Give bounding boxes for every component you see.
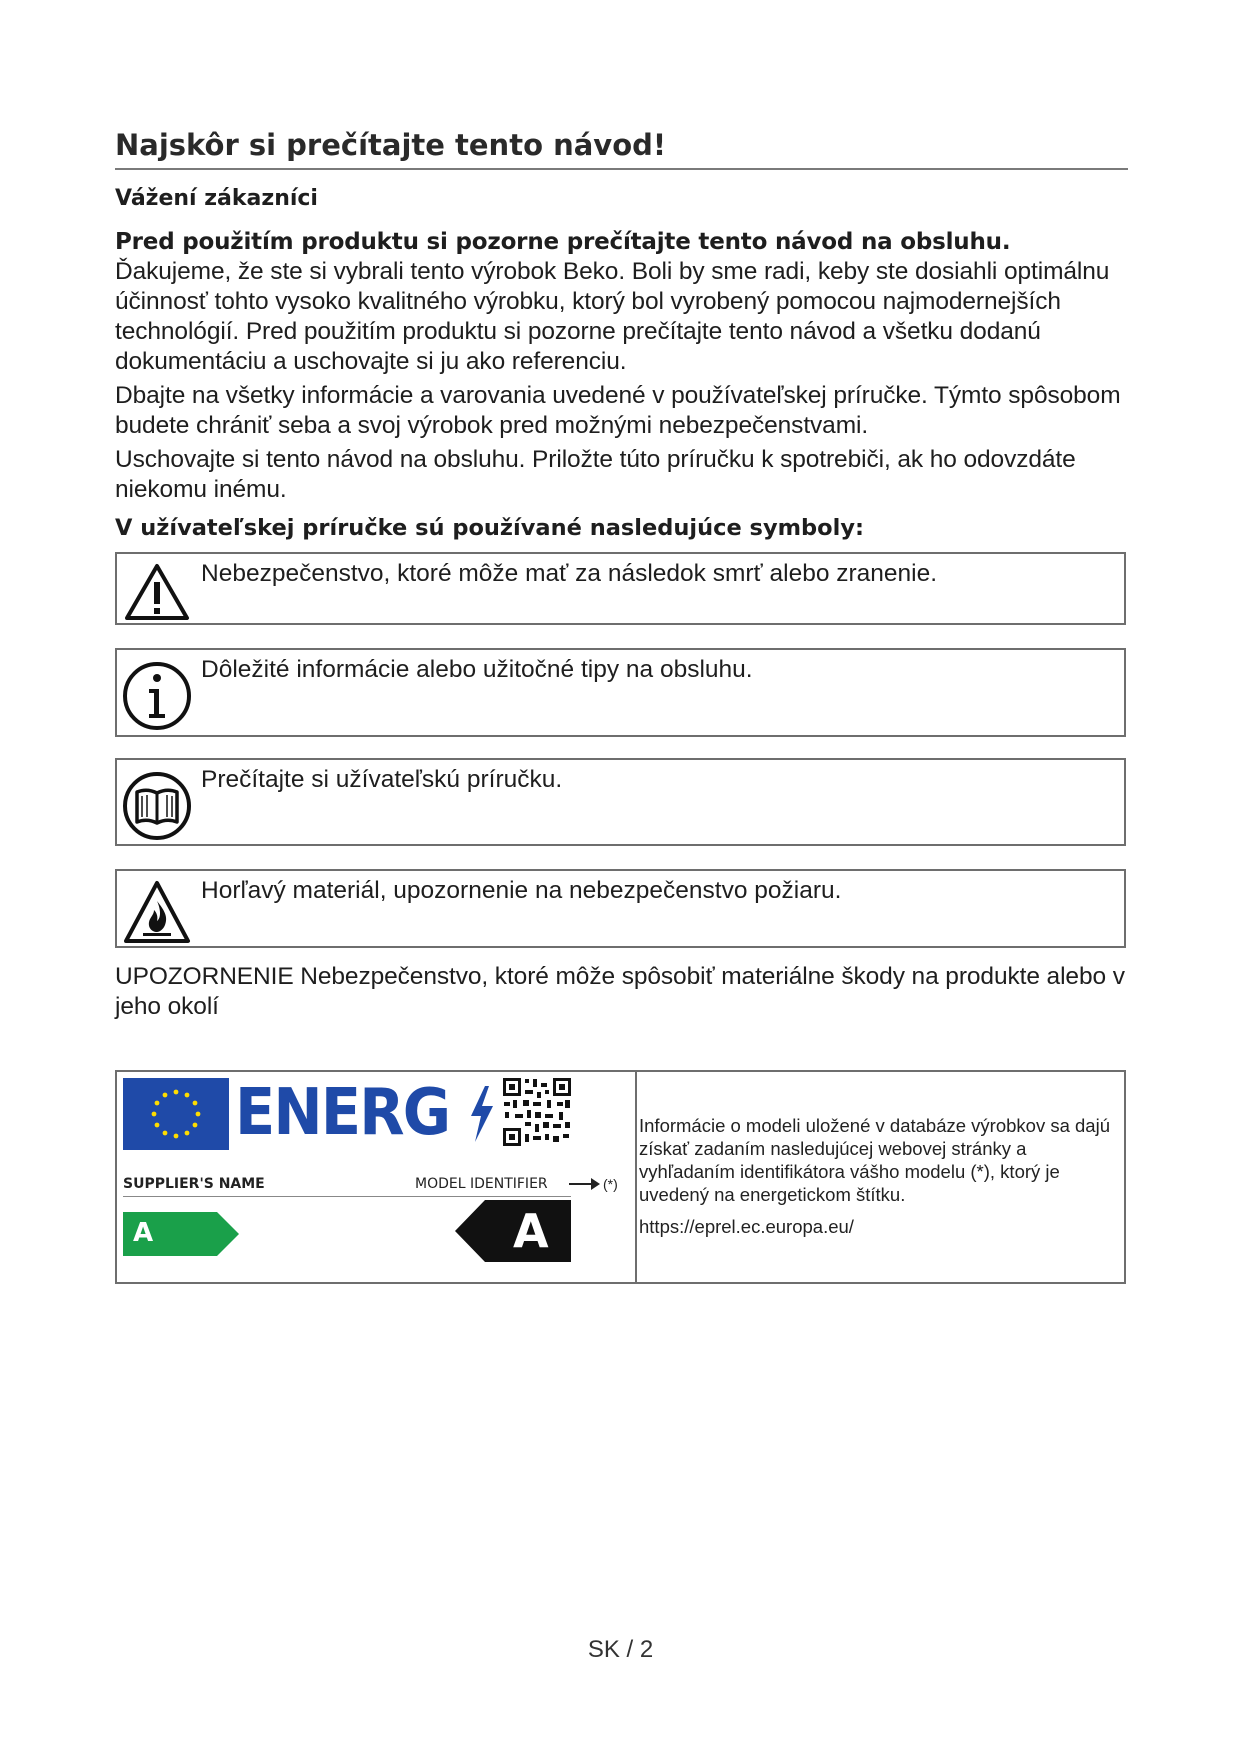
symbol-row-manual: [115, 758, 1126, 846]
notice-text: UPOZORNENIE Nebezpečenstvo, ktoré môže spôsobiť materiálne škody na produkte alebo v jeho okolí: [115, 963, 1125, 1020]
eu-flag-icon: [123, 1078, 229, 1150]
model-marker: (*): [603, 1176, 618, 1192]
supplier-name-label: SUPPLIER'S NAME: [123, 1176, 265, 1192]
qr-code-icon: [501, 1076, 573, 1148]
intro-section: [115, 128, 1128, 541]
flammable-triangle-icon: [121, 877, 193, 949]
energy-info-panel: [639, 1114, 1119, 1238]
symbol-row-warning: [115, 552, 1126, 625]
eprel-link[interactable]: https://eprel.ec.europa.eu/: [639, 1216, 854, 1237]
info-circle-icon: [121, 660, 193, 732]
warning-triangle-icon: [121, 560, 193, 632]
energy-label-box: [115, 1070, 1126, 1284]
symbol-text: Dôležité informácie alebo užitočné tipy na obsluhu.: [201, 656, 753, 683]
page-number: SK / 2: [587, 1636, 654, 1663]
paragraph: Dbajte na všetky informácie a varovania uvedené v používateľskej príručke. Týmto spôsobom budete chrániť seba a svoj výrobok pred možnými nebezpečenstvami.: [115, 382, 1121, 439]
energy-class-letter: A: [513, 1204, 549, 1258]
symbol-text: Prečítajte si užívateľskú príručku.: [201, 766, 563, 793]
symbol-text: Horľavý materiál, upozornenie na nebezpečenstvo požiaru.: [201, 877, 842, 904]
label-divider: [123, 1196, 571, 1197]
lightning-icon: [467, 1086, 495, 1142]
greeting: Vážení zákazníci: [115, 186, 318, 211]
page-title: Najskôr si prečítajte tento návod!: [115, 128, 1128, 170]
energy-label-graphic: [117, 1072, 637, 1282]
lead-instruction: Pred použitím produktu si pozorne prečítajte tento návod na obsluhu.: [115, 229, 1011, 255]
energy-info-text: Informácie o modeli uložené v databáze výrobkov sa dajú získať zadaním nasledujúcej webovej stránky a vyhľadaním identifikátora vášho modelu (*), ktorý je uvedený na energetickom štítku.: [639, 1115, 1110, 1205]
symbol-row-info: [115, 648, 1126, 737]
paragraph: Ďakujeme, že ste si vybrali tento výrobok Beko. Boli by sme radi, keby ste dosiahli optimálnu účinnosť tohto vysoko kvalitného výrobku, ktorý bol vyrobený pomocou najmodernejších technológií. Pred použitím produktu si pozorne prečítajte tento návod a všetku dodanú dokumentáciu a uschovajte si ju ako referenciu.: [115, 258, 1110, 375]
symbol-row-flammable: [115, 869, 1126, 948]
symbols-heading: V užívateľskej príručke sú používané nasledujúce symboly:: [115, 515, 864, 541]
arrow-right-icon: [569, 1176, 601, 1192]
energy-logo-text: ENERG: [235, 1076, 450, 1150]
paragraph: Uschovajte si tento návod na obsluhu. Priložte túto príručku k spotrebiči, ak ho odovzdáte niekomu inému.: [115, 446, 1076, 503]
efficiency-scale-class: A: [133, 1218, 154, 1248]
book-circle-icon: [121, 770, 193, 842]
model-identifier-label: MODEL IDENTIFIER: [415, 1176, 548, 1192]
symbol-text: Nebezpečenstvo, ktoré môže mať za následok smrť alebo zranenie.: [201, 560, 938, 587]
